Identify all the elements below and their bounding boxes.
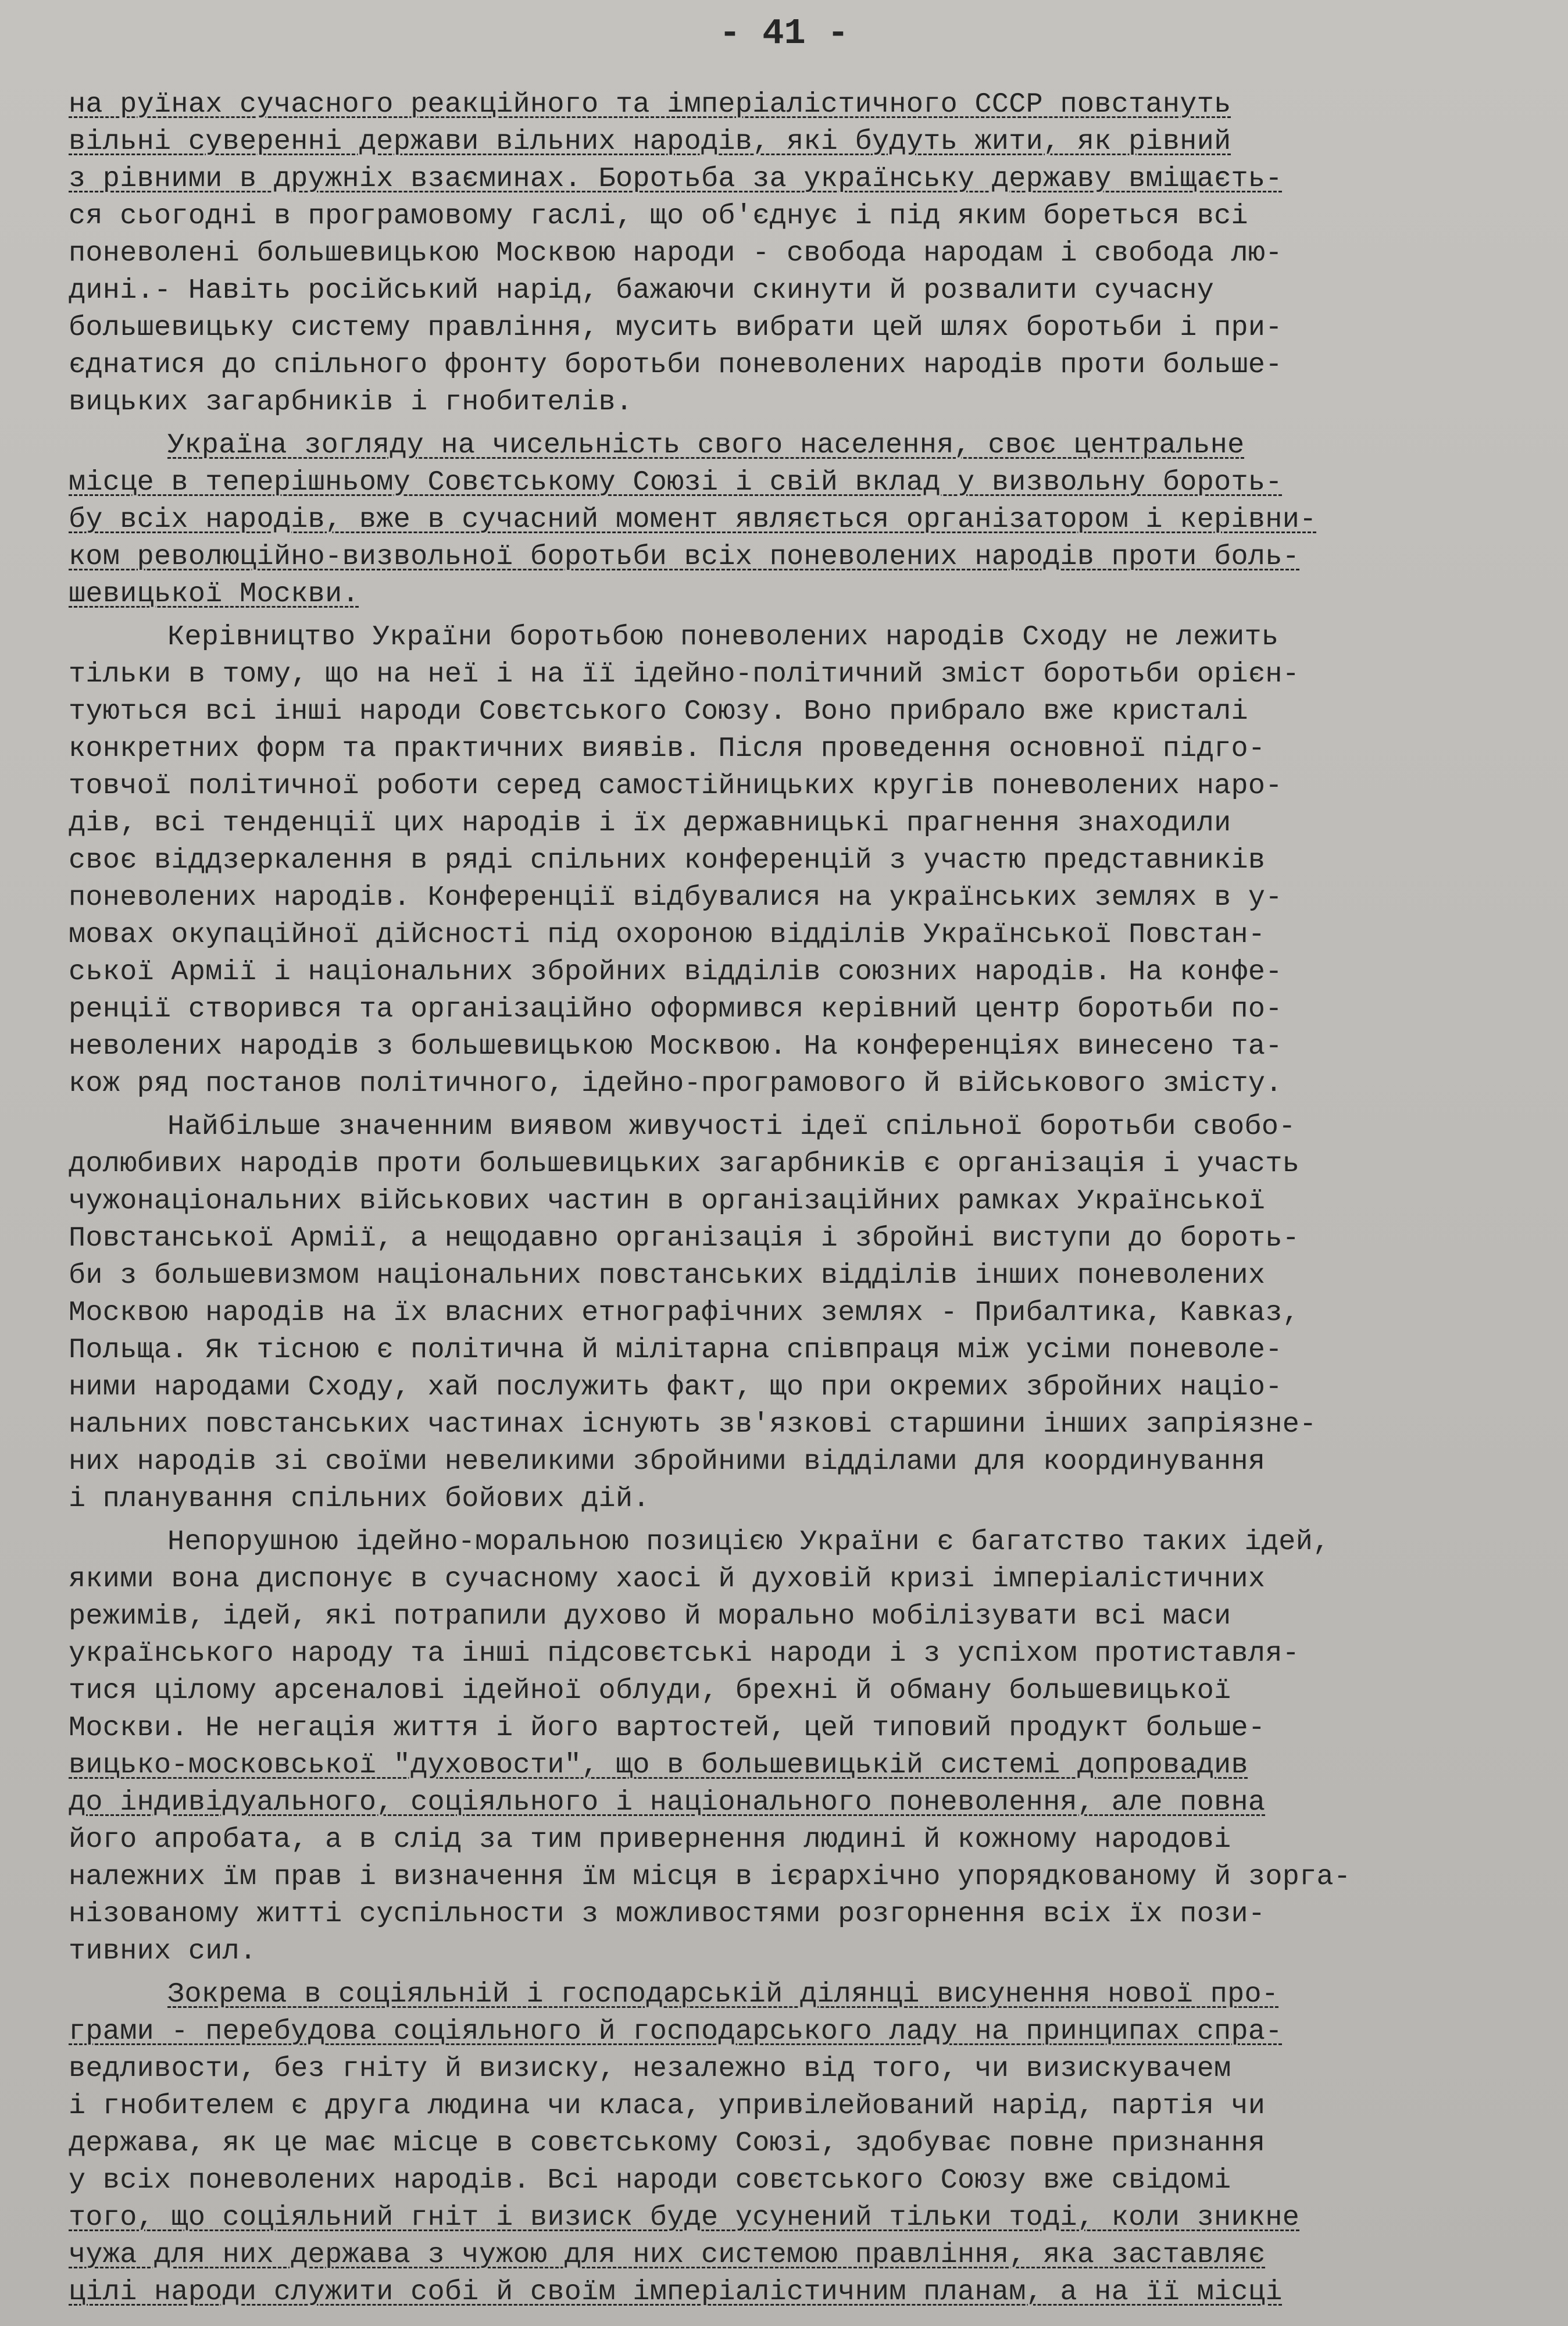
text-line: належних їм прав і визначення їм місця в ієрархічно упорядкованому й зорга- [69,1861,1351,1893]
text-line: Польща. Як тісною є політична й мілітарна співпраця між усіми поневоле- [69,1334,1283,1366]
paragraph-5 [69,1524,1510,1970]
paragraph-2 [69,427,1510,613]
text-line: шевицької Москви. [69,578,359,610]
paragraph-6 [69,1976,1510,2311]
text-line: мовах окупаційної дійсності під охороною відділів Української Повстан- [69,919,1266,951]
text-line: ської Армії і національних збройних відділів союзних народів. На конфе- [69,956,1283,988]
text-line: режимів, ідей, які потрапили духово й морально мобілізувати всі маси [69,1600,1231,1632]
text-line: і гнобителем є друга людина чи класа, упривілейований нарід, партія чи [69,2090,1266,2122]
text-line: Україна зогляду на чисельність свого населення, своє центральне [167,429,1245,461]
text-line: чужа для них держава з чужою для них системою правління, яка заставляє [69,2239,1266,2271]
text-line: вицько-московської "духовости", що в большевицькій системі допровадив [69,1749,1248,1781]
text-line: своє віддзеркалення в ряді спільних конференцій з участю представників [69,844,1266,876]
text-line: большевицьку систему правління, мусить вибрати цей шлях боротьби і при- [69,312,1283,344]
text-line: Зокрема в соціяльній і господарській ділянці висунення нової про- [167,1978,1279,2010]
text-line: держава, як це має місце в совєтському Союзі, здобуває повне признання [69,2127,1266,2159]
text-line: чужонаціональних військових частин в організаційних рамках Української [69,1185,1266,1217]
paragraph-3 [69,619,1510,1103]
text-line: них народів зі своїми невеликими збройними відділами для координування [69,1446,1266,1478]
text-line: його апробата, а в слід за тим привернення людині й кожному народові [69,1824,1231,1856]
text-line: і планування спільних бойових дій. [69,1483,650,1515]
text-line: Москвою народів на їх власних етнографічних землях - Прибалтика, Кавказ, [69,1297,1300,1329]
text-line: вільні суверенні держави вільних народів, які будуть жити, як рівний [69,126,1231,158]
text-line: дів, всі тенденції цих народів і їх державницькі прагнення знаходили [69,807,1231,839]
text-line: тільки в тому, що на неї і на її ідейно-політичний зміст боротьби орієн- [69,658,1300,690]
text-line: тивних сил. [69,1935,257,1967]
text-line: би з большевизмом національних повстанських відділів інших поневолених [69,1260,1266,1292]
text-line: Повстанської Армії, а нещодавно організація і збройні виступи до бороть- [69,1222,1300,1254]
text-line: нальних повстанських частинах існують зв'язкові старшини інших запріязне- [69,1408,1317,1440]
text-line: Керівництво України боротьбою поневолених народів Сходу не лежить [167,621,1279,653]
document-body [69,86,1510,2317]
text-line: грами - перебудова соціяльного й господарського ладу на принципах спра- [69,2015,1283,2047]
text-line: того, що соціяльний гніт і визиск буде усунений тільки тоді, коли зникне [69,2202,1300,2234]
text-line: долюбивих народів проти большевицьких загарбників є організація і участь [69,1148,1300,1180]
text-line: туються всі інші народи Совєтського Союзу. Воно прибрало вже кристалі [69,695,1248,727]
text-line: місце в теперішньому Совєтському Союзі і свій вклад у визвольну бороть- [69,466,1283,498]
text-line: до індивідуального, соціяльного і національного поневолення, але повна [69,1786,1266,1818]
text-line: цілі народи служити собі й своїм імперіалістичним планам, а на її місці [69,2276,1283,2308]
text-line: товчої політичної роботи серед самостійницьких кругів поневолених наро- [69,770,1283,802]
text-line: тися цілому арсеналові ідейної облуди, брехні й обману большевицької [69,1675,1231,1707]
text-line: якими вона диспонує в сучасному хаосі й духовій кризі імперіалістичних [69,1563,1266,1595]
text-line: ведливости, без гніту й визиску, незалежно від того, чи визискувачем [69,2053,1231,2085]
text-line: Непорушною ідейно-моральною позицією України є багатство таких ідей, [167,1526,1330,1558]
text-line: Найбільше значенним виявом живучості ідеї спільної боротьби свобо- [167,1111,1296,1143]
text-line: на руїнах сучасного реакційного та імперіалістичного СССР повстануть [69,88,1231,120]
text-line: кож ряд постанов політичного, ідейно-програмового й військового змісту. [69,1068,1283,1100]
text-line: дині.- Навіть російський нарід, бажаючи скинути й розвалити сучасну [69,274,1215,306]
page-number: - 41 - [719,13,849,54]
paragraph-1 [69,86,1510,421]
text-line: ними народами Сходу, хай послужить факт, що при окремих збройних націо- [69,1371,1283,1403]
text-line: бу всіх народів, вже в сучасний момент являється організатором і керівни- [69,504,1317,536]
text-line: неволених народів з большевицькою Москвою. На конференціях винесено та- [69,1030,1283,1062]
text-line: ся сьогодні в програмовому гаслі, що об'єднує і під яким бореться всі [69,200,1248,232]
text-line: єднатися до спільного фронту боротьби поневолених народів проти больше- [69,349,1283,381]
text-line: з рівними в дружніх взаєминах. Боротьба за українську державу вміщаєть- [69,163,1283,195]
text-line: ренції створився та організаційно оформився керівний центр боротьби по- [69,993,1283,1025]
text-line: конкретних форм та практичних виявів. Після проведення основної підго- [69,733,1266,765]
text-line: вицьких загарбників і гнобителів. [69,386,633,418]
text-line: Москви. Не негація життя і його вартостей, цей типовий продукт больше- [69,1712,1266,1744]
text-line: поневолених народів. Конференції відбувалися на українських землях в у- [69,882,1283,914]
paragraph-4 [69,1108,1510,1518]
text-line: українського народу та інші підсовєтські народи і з успіхом протиставля- [69,1638,1300,1669]
text-line: у всіх поневолених народів. Всі народи совєтського Союзу вже свідомі [69,2164,1231,2196]
text-line: нізованому житті суспільности з можливостями розгорнення всіх їх пози- [69,1898,1266,1930]
text-line: ком революційно-визвольної боротьби всіх поневолених народів проти боль- [69,541,1300,573]
text-line: поневолені большевицькою Москвою народи - свобода народам і свобода лю- [69,237,1283,269]
